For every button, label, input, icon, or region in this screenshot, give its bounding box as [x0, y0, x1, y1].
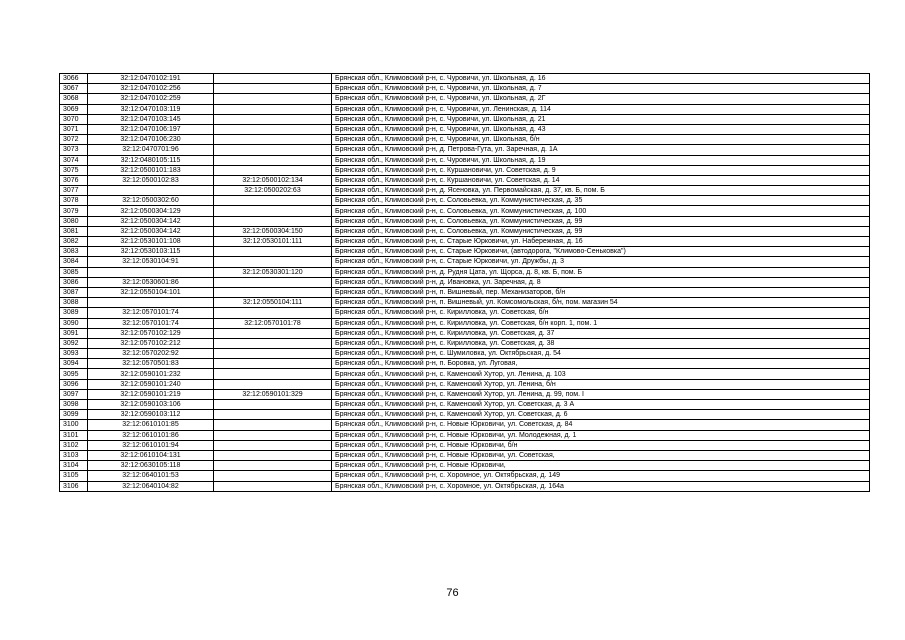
cadastral-number-linked — [214, 349, 332, 359]
address-cell: Брянская обл., Климовский р-н, с. Новые Юрковичи, ул. Молодежная, д. 1 — [332, 430, 870, 440]
row-number: 3067 — [60, 84, 88, 94]
address-cell: Брянская обл., Климовский р-н, с. Новые Юрковичи, ул. Советская, — [332, 450, 870, 460]
address-cell: Брянская обл., Климовский р-н, с. Чуровичи, ул. Ленинская, д. 114 — [332, 104, 870, 114]
address-cell: Брянская обл., Климовский р-н, п. Вишневый, пер. Механизаторов, б/н — [332, 287, 870, 297]
row-number: 3081 — [60, 226, 88, 236]
address-cell: Брянская обл., Климовский р-н, с. Новые Юрковичи, — [332, 461, 870, 471]
cadastral-number-linked — [214, 400, 332, 410]
address-cell: Брянская обл., Климовский р-н, с. Каменский Хутор, ул. Ленина, д. 103 — [332, 369, 870, 379]
cadastral-number: 32:12:0470106:197 — [88, 124, 214, 134]
address-cell: Брянская обл., Климовский р-н, с. Кирилловка, ул. Советская, д. 37 — [332, 328, 870, 338]
row-number: 3103 — [60, 450, 88, 460]
cadastral-number: 32:12:0550104:101 — [88, 287, 214, 297]
cadastral-number: 32:12:0500304:129 — [88, 206, 214, 216]
row-number: 3098 — [60, 400, 88, 410]
table-row — [60, 165, 870, 175]
cadastral-number: 32:12:0570501:83 — [88, 359, 214, 369]
cadastral-number-linked: 32:12:0530101:111 — [214, 237, 332, 247]
cadastral-number-linked — [214, 155, 332, 165]
cadastral-number-linked — [214, 471, 332, 481]
cadastral-number-linked — [214, 481, 332, 491]
table-row — [60, 389, 870, 399]
table-row — [60, 338, 870, 348]
row-number: 3105 — [60, 471, 88, 481]
table-row — [60, 114, 870, 124]
table-row — [60, 430, 870, 440]
cadastral-number-linked: 32:12:0550104:111 — [214, 298, 332, 308]
cadastral-number-linked — [214, 461, 332, 471]
cadastral-number-linked: 32:12:0590101:329 — [214, 389, 332, 399]
cadastral-number: 32:12:0530104:91 — [88, 257, 214, 267]
row-number: 3093 — [60, 349, 88, 359]
address-cell: Брянская обл., Климовский р-н, с. Соловьевка, ул. Коммунистическая, д. 35 — [332, 196, 870, 206]
row-number: 3104 — [60, 461, 88, 471]
row-number: 3091 — [60, 328, 88, 338]
cadastral-number-linked — [214, 124, 332, 134]
address-cell: Брянская обл., Климовский р-н, с. Новые Юрковичи, б/н — [332, 440, 870, 450]
cadastral-number-linked: 32:12:0570101:78 — [214, 318, 332, 328]
cadastral-number-linked — [214, 247, 332, 257]
address-cell: Брянская обл., Климовский р-н, с. Шумиловка, ул. Октябрьская, д. 54 — [332, 349, 870, 359]
table-row — [60, 145, 870, 155]
cadastral-number: 32:12:0590103:106 — [88, 400, 214, 410]
address-cell: Брянская обл., Климовский р-н, с. Чуровичи, ул. Школьная, д. 7 — [332, 84, 870, 94]
table-row — [60, 267, 870, 277]
row-number: 3075 — [60, 165, 88, 175]
table-row — [60, 471, 870, 481]
table-row — [60, 450, 870, 460]
table-row — [60, 84, 870, 94]
address-cell: Брянская обл., Климовский р-н, с. Каменский Хутор, ул. Ленина, б/н — [332, 379, 870, 389]
row-number: 3089 — [60, 308, 88, 318]
cadastral-number: 32:12:0500302:60 — [88, 196, 214, 206]
address-cell: Брянская обл., Климовский р-н, с. Чуровичи, ул. Школьная, д. 43 — [332, 124, 870, 134]
address-cell: Брянская обл., Климовский р-н, д. Ясеновка, ул. Первомайская, д. 37, кв. Б, пом. Б — [332, 186, 870, 196]
address-cell: Брянская обл., Климовский р-н, с. Чуровичи, ул. Школьная, д. 19 — [332, 155, 870, 165]
row-number: 3071 — [60, 124, 88, 134]
cadastral-number-linked — [214, 450, 332, 460]
address-cell: Брянская обл., Климовский р-н, с. Куршановичи, ул. Советская, д. 14 — [332, 175, 870, 185]
row-number: 3084 — [60, 257, 88, 267]
address-cell: Брянская обл., Климовский р-н, с. Каменский Хутор, ул. Советская, д. 3 А — [332, 400, 870, 410]
table-row — [60, 196, 870, 206]
row-number: 3099 — [60, 410, 88, 420]
table-row — [60, 440, 870, 450]
cadastral-number: 32:12:0470103:119 — [88, 104, 214, 114]
row-number: 3083 — [60, 247, 88, 257]
cadastral-number-linked — [214, 420, 332, 430]
cadastral-number-linked — [214, 145, 332, 155]
table-row — [60, 318, 870, 328]
address-cell: Брянская обл., Климовский р-н, с. Чуровичи, ул. Школьная, д. 16 — [332, 74, 870, 84]
row-number: 3106 — [60, 481, 88, 491]
address-cell: Брянская обл., Климовский р-н, с. Кирилловка, ул. Советская, б/н — [332, 308, 870, 318]
row-number: 3092 — [60, 338, 88, 348]
cadastral-number: 32:12:0500304:142 — [88, 226, 214, 236]
table-row — [60, 277, 870, 287]
cadastral-number-linked — [214, 430, 332, 440]
registry-table — [59, 73, 870, 492]
cadastral-number: 32:12:0590101:240 — [88, 379, 214, 389]
table-row — [60, 104, 870, 114]
row-number: 3077 — [60, 186, 88, 196]
cadastral-number: 32:12:0610104:131 — [88, 450, 214, 460]
cadastral-number — [88, 298, 214, 308]
address-cell: Брянская обл., Климовский р-н, с. Соловьевка, ул. Коммунистическая, д. 99 — [332, 226, 870, 236]
cadastral-number: 32:12:0570102:129 — [88, 328, 214, 338]
cadastral-number: 32:12:0570202:92 — [88, 349, 214, 359]
row-number: 3073 — [60, 145, 88, 155]
row-number: 3088 — [60, 298, 88, 308]
cadastral-number-linked: 32:12:0500202:63 — [214, 186, 332, 196]
address-cell: Брянская обл., Климовский р-н, д. Рудня Цата, ул. Щорса, д. 8, кв. Б, пом. Б — [332, 267, 870, 277]
cadastral-number-linked — [214, 94, 332, 104]
address-cell: Брянская обл., Климовский р-н, с. Кирилловка, ул. Советская, б/н корп. 1, пом. 1 — [332, 318, 870, 328]
row-number: 3069 — [60, 104, 88, 114]
address-cell: Брянская обл., Климовский р-н, с. Кирилловка, ул. Советская, д. 38 — [332, 338, 870, 348]
cadastral-number: 32:12:0470102:256 — [88, 84, 214, 94]
address-cell: Брянская обл., Климовский р-н, п. Вишневый, ул. Комсомольская, б/н, пом. магазин 54 — [332, 298, 870, 308]
cadastral-number-linked — [214, 410, 332, 420]
row-number: 3101 — [60, 430, 88, 440]
table-row — [60, 369, 870, 379]
table-row — [60, 226, 870, 236]
cadastral-number: 32:12:0500102:83 — [88, 175, 214, 185]
cadastral-number — [88, 267, 214, 277]
address-cell: Брянская обл., Климовский р-н, д. Петрова-Гута, ул. Заречная, д. 1А — [332, 145, 870, 155]
cadastral-number: 32:12:0610101:85 — [88, 420, 214, 430]
address-cell: Брянская обл., Климовский р-н, с. Каменский Хутор, ул. Советская, д. 6 — [332, 410, 870, 420]
address-cell: Брянская обл., Климовский р-н, с. Старые Юрковичи, ул. Дружбы, д. 3 — [332, 257, 870, 267]
cadastral-number — [88, 186, 214, 196]
cadastral-number-linked — [214, 165, 332, 175]
address-cell: Брянская обл., Климовский р-н, с. Каменский Хутор, ул. Ленина, д. 99, пом. I — [332, 389, 870, 399]
cadastral-number-linked: 32:12:0500102:134 — [214, 175, 332, 185]
cadastral-number: 32:12:0570101:74 — [88, 308, 214, 318]
table-row — [60, 257, 870, 267]
cadastral-number-linked: 32:12:0530301:120 — [214, 267, 332, 277]
address-cell: Брянская обл., Климовский р-н, с. Хоромное, ул. Октябрьская, д. 149 — [332, 471, 870, 481]
table-row — [60, 206, 870, 216]
table-row — [60, 481, 870, 491]
row-number: 3096 — [60, 379, 88, 389]
table-row — [60, 410, 870, 420]
cadastral-number: 32:12:0470103:145 — [88, 114, 214, 124]
address-cell: Брянская обл., Климовский р-н, с. Старые Юрковичи, (автодорога, "Климово-Сеньковка") — [332, 247, 870, 257]
row-number: 3102 — [60, 440, 88, 450]
table-row — [60, 237, 870, 247]
cadastral-number: 32:12:0500304:142 — [88, 216, 214, 226]
row-number: 3090 — [60, 318, 88, 328]
row-number: 3094 — [60, 359, 88, 369]
table-row — [60, 287, 870, 297]
table-row — [60, 359, 870, 369]
cadastral-number-linked: 32:12:0500304:150 — [214, 226, 332, 236]
cadastral-number-linked — [214, 359, 332, 369]
row-number: 3072 — [60, 135, 88, 145]
row-number: 3100 — [60, 420, 88, 430]
cadastral-number-linked — [214, 379, 332, 389]
cadastral-number: 32:12:0470102:191 — [88, 74, 214, 84]
cadastral-number: 32:12:0590103:112 — [88, 410, 214, 420]
address-cell: Брянская обл., Климовский р-н, с. Чуровичи, ул. Школьная, д. 2Г — [332, 94, 870, 104]
table-row — [60, 94, 870, 104]
cadastral-number: 32:12:0640104:82 — [88, 481, 214, 491]
address-cell: Брянская обл., Климовский р-н, с. Хоромное, ул. Октябрьская, д. 164а — [332, 481, 870, 491]
cadastral-number: 32:12:0530103:115 — [88, 247, 214, 257]
row-number: 3079 — [60, 206, 88, 216]
cadastral-number-linked — [214, 277, 332, 287]
table-row — [60, 308, 870, 318]
address-cell: Брянская обл., Климовский р-н, с. Чуровичи, ул. Школьная, б/н — [332, 135, 870, 145]
table-row — [60, 186, 870, 196]
cadastral-number: 32:12:0590101:219 — [88, 389, 214, 399]
table-row — [60, 349, 870, 359]
table-row — [60, 298, 870, 308]
cadastral-number: 32:12:0530601:86 — [88, 277, 214, 287]
row-number: 3086 — [60, 277, 88, 287]
cadastral-number-linked — [214, 206, 332, 216]
cadastral-number: 32:12:0590101:232 — [88, 369, 214, 379]
cadastral-number-linked — [214, 257, 332, 267]
cadastral-number-linked — [214, 308, 332, 318]
cadastral-number: 32:12:0480105:115 — [88, 155, 214, 165]
cadastral-number: 32:12:0630105:118 — [88, 461, 214, 471]
cadastral-number: 32:12:0570102:212 — [88, 338, 214, 348]
row-number: 3078 — [60, 196, 88, 206]
cadastral-number-linked — [214, 338, 332, 348]
table-row — [60, 247, 870, 257]
cadastral-number-linked — [214, 135, 332, 145]
cadastral-number: 32:12:0500101:183 — [88, 165, 214, 175]
registry-table-body — [60, 74, 870, 492]
cadastral-number-linked — [214, 74, 332, 84]
table-row — [60, 74, 870, 84]
address-cell: Брянская обл., Климовский р-н, с. Новые Юрковичи, ул. Советская, д. 84 — [332, 420, 870, 430]
table-row — [60, 155, 870, 165]
table-row — [60, 379, 870, 389]
row-number: 3070 — [60, 114, 88, 124]
cadastral-number: 32:12:0470701:96 — [88, 145, 214, 155]
table-row — [60, 400, 870, 410]
cadastral-number-linked — [214, 84, 332, 94]
row-number: 3095 — [60, 369, 88, 379]
cadastral-number-linked — [214, 369, 332, 379]
row-number: 3080 — [60, 216, 88, 226]
cadastral-number-linked — [214, 216, 332, 226]
cadastral-number-linked — [214, 104, 332, 114]
row-number: 3074 — [60, 155, 88, 165]
row-number: 3076 — [60, 175, 88, 185]
address-cell: Брянская обл., Климовский р-н, с. Чуровичи, ул. Школьная, д. 21 — [332, 114, 870, 124]
cadastral-number-linked — [214, 328, 332, 338]
row-number: 3066 — [60, 74, 88, 84]
address-cell: Брянская обл., Климовский р-н, с. Куршановичи, ул. Советская, д. 9 — [332, 165, 870, 175]
cadastral-number: 32:12:0530101:108 — [88, 237, 214, 247]
table-row — [60, 135, 870, 145]
cadastral-number: 32:12:0470106:230 — [88, 135, 214, 145]
cadastral-number: 32:12:0570101:74 — [88, 318, 214, 328]
table-row — [60, 216, 870, 226]
row-number: 3082 — [60, 237, 88, 247]
address-cell: Брянская обл., Климовский р-н, с. Соловьевка, ул. Коммунистическая, д. 99 — [332, 216, 870, 226]
row-number: 3087 — [60, 287, 88, 297]
table-row — [60, 328, 870, 338]
cadastral-number: 32:12:0640101:53 — [88, 471, 214, 481]
row-number: 3068 — [60, 94, 88, 104]
address-cell: Брянская обл., Климовский р-н, с. Старые Юрковичи, ул. Набережная, д. 16 — [332, 237, 870, 247]
table-row — [60, 124, 870, 134]
page-number: 76 — [446, 587, 459, 599]
cadastral-number: 32:12:0610101:94 — [88, 440, 214, 450]
table-row — [60, 461, 870, 471]
row-number: 3085 — [60, 267, 88, 277]
cadastral-number: 32:12:0470102:259 — [88, 94, 214, 104]
row-number: 3097 — [60, 389, 88, 399]
address-cell: Брянская обл., Климовский р-н, д. Ивановка, ул. Заречная, д. 8 — [332, 277, 870, 287]
cadastral-number-linked — [214, 114, 332, 124]
table-row — [60, 420, 870, 430]
table-row — [60, 175, 870, 185]
cadastral-number-linked — [214, 440, 332, 450]
address-cell: Брянская обл., Климовский р-н, п. Боровка, ул. Луговая, — [332, 359, 870, 369]
cadastral-number-linked — [214, 196, 332, 206]
cadastral-number-linked — [214, 287, 332, 297]
address-cell: Брянская обл., Климовский р-н, с. Соловьевка, ул. Коммунистическая, д. 100 — [332, 206, 870, 216]
cadastral-number: 32:12:0610101:86 — [88, 430, 214, 440]
